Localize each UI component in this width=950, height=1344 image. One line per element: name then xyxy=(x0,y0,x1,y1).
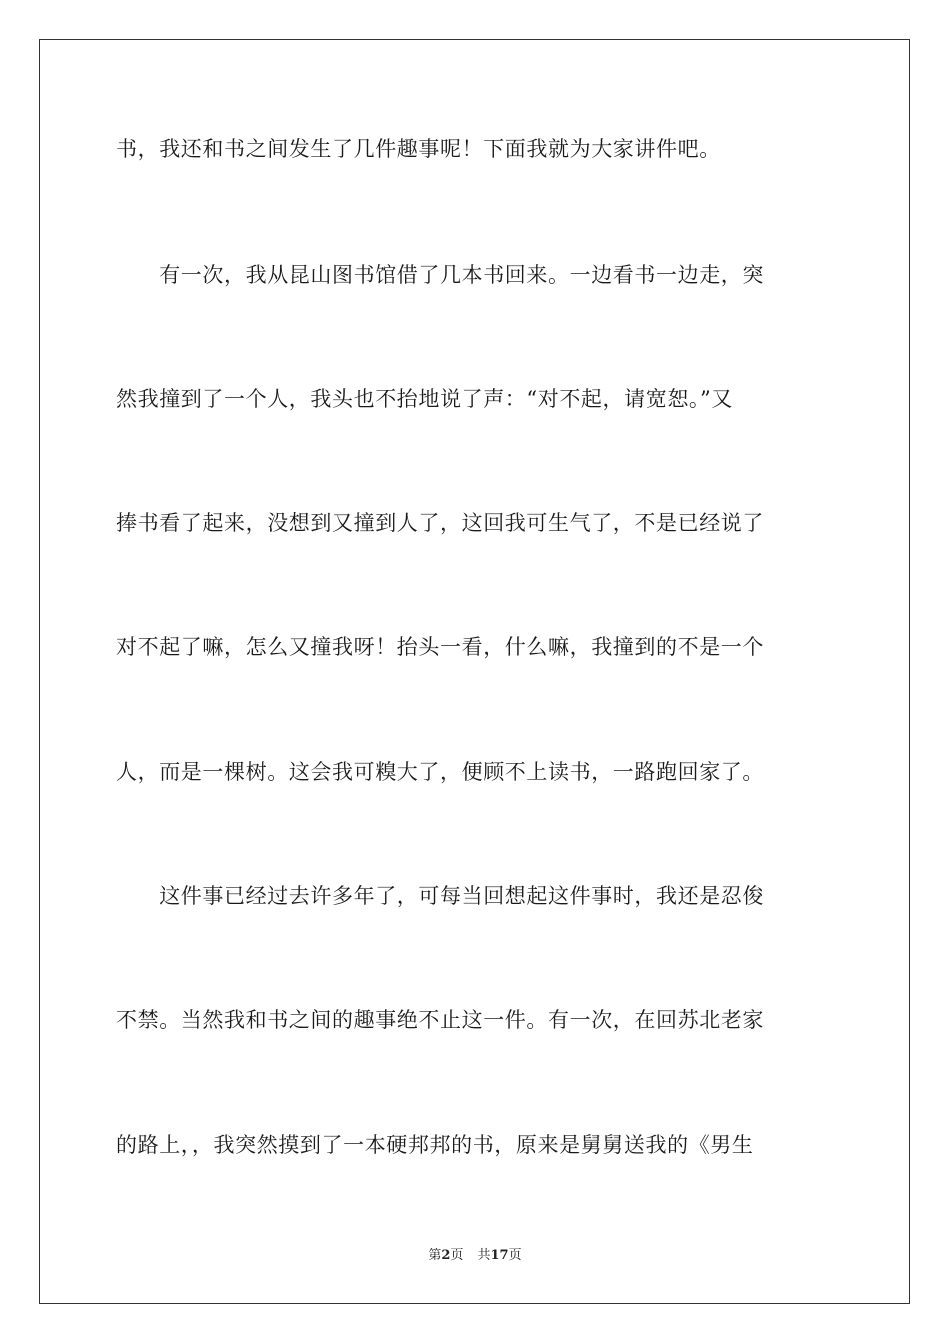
page-prefix: 第 xyxy=(428,1248,442,1263)
text-line-7: 这件事已经过去许多年了，可每当回想起这件事时，我还是忍俊 xyxy=(116,884,764,908)
text-line-5: 对不起了嘛，怎么又撞我呀！抬头一看，什么嘛，我撞到的不是一个 xyxy=(116,635,764,659)
text-line-2: 有一次，我从昆山图书馆借了几本书回来。一边看书一边走，突 xyxy=(116,263,764,287)
text-line-9: 的路上，，我突然摸到了一本硬邦邦的书，原来是舅舅送我的《男生 xyxy=(116,1133,754,1157)
text-line-1: 书，我还和书之间发生了几件趣事呢！下面我就为大家讲件吧。 xyxy=(116,137,721,161)
text-line-8: 不禁。当然我和书之间的趣事绝不止这一件。有一次，在回苏北老家 xyxy=(116,1008,764,1032)
page-footer xyxy=(0,1247,950,1265)
total-prefix: 共 xyxy=(477,1248,491,1263)
page-border xyxy=(39,39,910,1304)
text-line-6: 人，而是一棵树。这会我可糗大了，便顾不上读书，一路跑回家了。 xyxy=(116,760,764,784)
text-line-3: 然我撞到了一个人，我头也不抬地说了声：“对不起，请宽恕。”又 xyxy=(116,387,733,411)
total-suffix: 页 xyxy=(508,1248,522,1263)
page-number: 2 xyxy=(441,1248,451,1263)
text-line-4: 捧书看了起来，没想到又撞到人了，这回我可生气了，不是已经说了 xyxy=(116,511,764,535)
page-suffix: 页 xyxy=(450,1248,464,1263)
total-pages: 17 xyxy=(490,1248,509,1263)
